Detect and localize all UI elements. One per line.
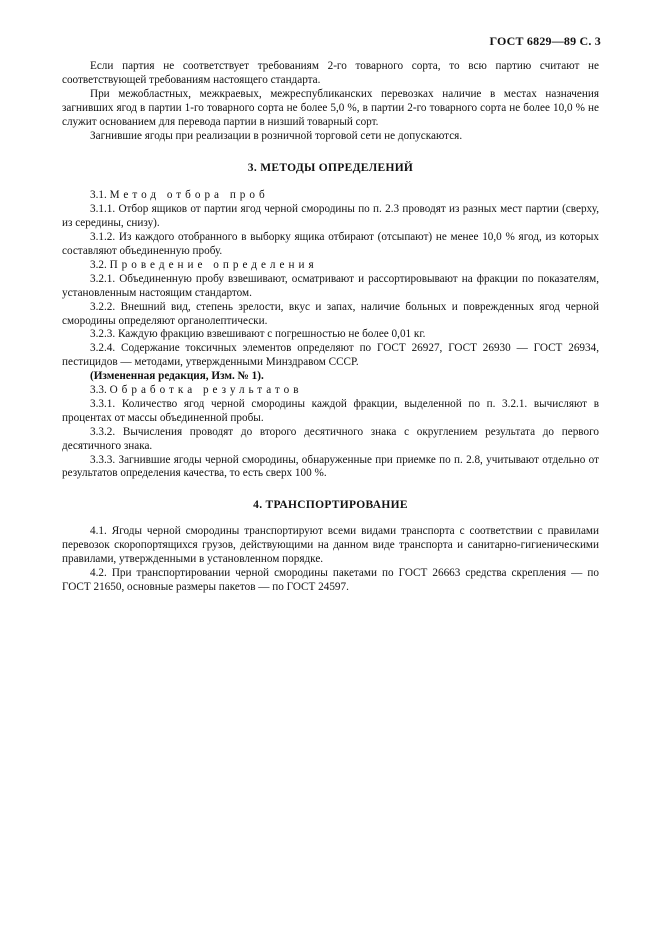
subsection-heading-3-3 xyxy=(62,384,599,398)
subsection-title: Метод отбора проб xyxy=(109,189,269,202)
subsection-number: 3.3. xyxy=(90,384,107,397)
paragraph-3-2-3: 3.2.3. Каждую фракцию взвешивают с погрешностью не более 0,01 кг. xyxy=(90,328,426,341)
section-3-title: 3. МЕТОДЫ ОПРЕДЕЛЕНИЙ xyxy=(247,162,414,175)
subsection-heading-3-1 xyxy=(62,189,599,203)
paragraph-3-2-2: 3.2.2. Внешний вид, степень зрелости, вкус и запах, наличие больных и поврежденных ягод черной смородины определяют органолептически. xyxy=(62,300,599,327)
paragraph-3-1-1: 3.1.1. Отбор ящиков от партии ягод черной смородины по п. 2.3 проводят из разных мест партии (сверху, из середины, снизу). xyxy=(62,203,599,230)
paragraph: Если партия не соответствует требованиям 2-го товарного сорта, то всю партию считают не соответствующей требованиям настоящего стандарта. xyxy=(62,60,599,86)
paragraph-3-3-1: 3.3.1. Количество ягод черной смородины каждой фракции, выделенной по п. 3.2.1. вычисляют в процентах от массы объединенной пробы. xyxy=(62,397,599,424)
paragraph-3-2-4: 3.2.4. Содержание токсичных элементов определяют по ГОСТ 26927, ГОСТ 26930 — ГОСТ 26934, пестицидов — методами, утвержденными Минздравом СССР. xyxy=(62,342,599,369)
amendment-note: (Измененная редакция, Изм. № 1). xyxy=(90,370,264,383)
subsection-number: 3.1. xyxy=(90,189,107,202)
paragraph-3-2-1: 3.2.1. Объединенную пробу взвешивают, осматривают и рассортировывают на фракции по показателям, установленным настоящим стандартом. xyxy=(62,272,599,299)
paragraph-3-1-2: 3.1.2. Из каждого отобранного в выборку ящика отбирают (отсыпают) не менее 10,0 % ягод, из которых составляют объединенную пробу. xyxy=(62,231,599,257)
paragraph: При межобластных, межкраевых, межреспубликанских перевозках наличие в местах назначения загнивших ягод в партии 1-го товарного сорта не более 5,0 %, в партии 2-го товарного сорта не более 10,0 % не служит основанием для перевода партии в низший товарный сорт. xyxy=(62,87,599,128)
subsection-heading-3-2 xyxy=(62,259,599,273)
subsection-title: Обработка результатов xyxy=(109,384,303,397)
paragraph: Загнившие ягоды при реализации в розничной торговой сети не допускаются. xyxy=(90,129,463,142)
paragraph-3-3-2: 3.3.2. Вычисления проводят до второго десятичного знака с округлением результата до первого десятичного знака. xyxy=(62,425,599,452)
document-body xyxy=(62,60,599,595)
paragraph-4-1: 4.1. Ягоды черной смородины транспортируют всеми видами транспорта с соответствии с правилами перевозок скоропортящихся грузов, действующими на данном виде транспорта и санитарно-гигиеническими правилами, утвержденными в установленном порядке. xyxy=(62,525,599,566)
page-header: ГОСТ 6829—89 С. 3 xyxy=(489,34,601,48)
section-4-title: 4. ТРАНСПОРТИРОВАНИЕ xyxy=(253,499,408,512)
subsection-number: 3.2. xyxy=(90,258,107,271)
paragraph-4-2: 4.2. При транспортировании черной смородины пакетами по ГОСТ 26663 средства скрепления — по ГОСТ 21650, основные размеры пакетов — по ГОСТ 24597. xyxy=(62,567,599,593)
subsection-title: Проведение определения xyxy=(109,258,318,271)
paragraph-3-3-3: 3.3.3. Загнившие ягоды черной смородины, обнаруженные при приемке по п. 2.8, учитывают отдельно от результатов определения качества, то есть сверх 100 %. xyxy=(62,453,599,480)
